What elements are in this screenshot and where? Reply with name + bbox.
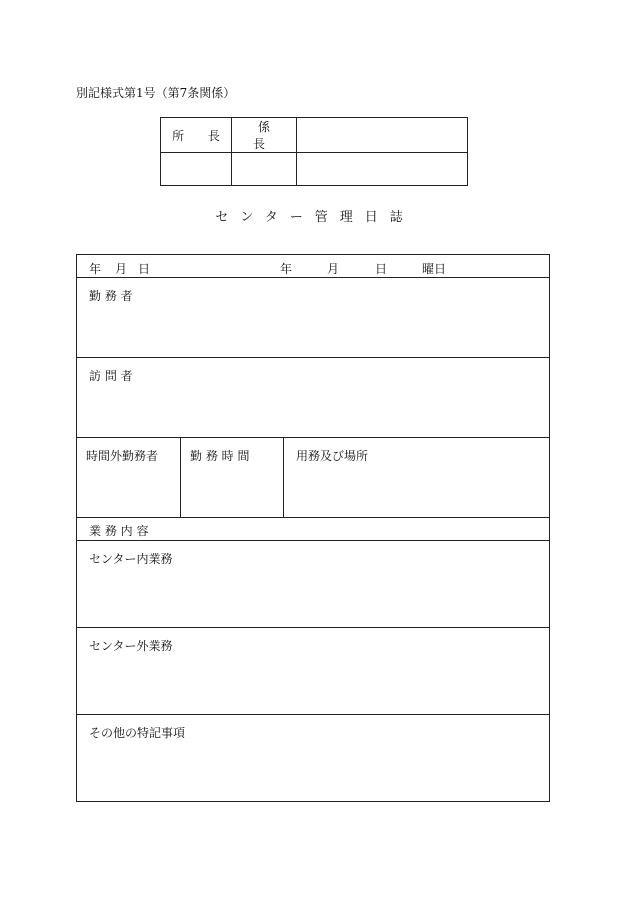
staff-on-duty-field[interactable]: [77, 278, 549, 358]
other-notes-field[interactable]: [77, 715, 549, 801]
blank-header: [297, 118, 468, 153]
day-label-2: 日: [375, 262, 388, 276]
year-label-2: 年: [280, 262, 293, 276]
day-label: 日: [138, 262, 151, 276]
other-notes-label: その他の特記事項: [89, 726, 186, 740]
external-work-label: センター外業務: [89, 639, 173, 653]
month-label-2: 月: [327, 262, 340, 276]
approval-stamp-table: [160, 117, 468, 186]
errand-place-field[interactable]: [284, 438, 549, 517]
date-row[interactable]: [77, 255, 549, 278]
director-header: 所 長: [161, 118, 232, 153]
overtime-hours-field[interactable]: [181, 438, 284, 517]
chief-header: 係 長: [232, 118, 297, 153]
chief-stamp-box[interactable]: [232, 153, 297, 186]
work-content-header: [77, 518, 549, 541]
errand-place-label: 用務及び場所: [296, 449, 369, 463]
staff-on-duty-label: 勤 務 者: [89, 289, 133, 303]
external-work-field[interactable]: [77, 628, 549, 715]
visitors-field[interactable]: [77, 358, 549, 438]
overtime-worker-field[interactable]: [77, 438, 181, 517]
visitors-label: 訪 問 者: [89, 369, 133, 383]
weekday-label: 曜日: [422, 262, 447, 276]
year-label: 年: [89, 262, 102, 276]
document-title: センター管理日誌: [215, 210, 415, 225]
internal-work-field[interactable]: [77, 541, 549, 628]
form-reference: 別記様式第1号（第7条関係）: [76, 86, 236, 100]
overtime-worker-label: 時間外勤務者: [86, 449, 159, 463]
overtime-row: [77, 438, 549, 518]
overtime-hours-label: 勤 務 時 間: [190, 449, 250, 463]
extra-stamp-box[interactable]: [297, 153, 468, 186]
month-label: 月: [115, 262, 128, 276]
management-log-form: [76, 254, 550, 802]
internal-work-label: センター内業務: [89, 552, 173, 566]
director-stamp-box[interactable]: [161, 153, 232, 186]
work-content-label: 業 務 内 容: [89, 524, 149, 538]
